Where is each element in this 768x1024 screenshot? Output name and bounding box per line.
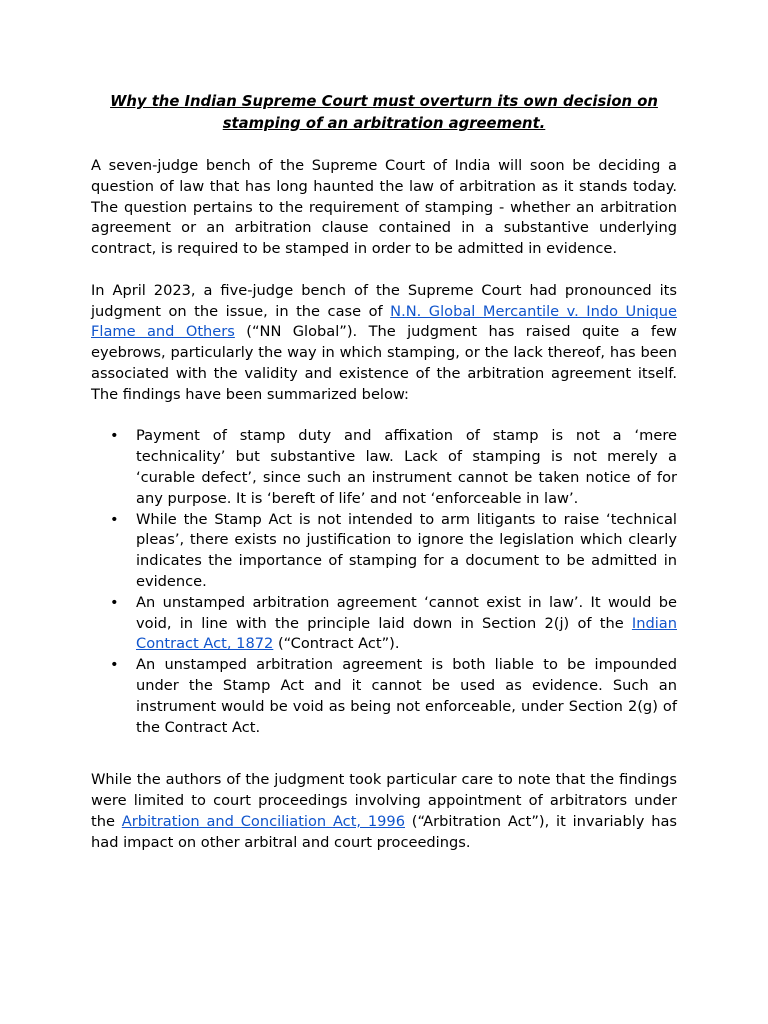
finding-text-before: An unstamped arbitration agreement ‘cannot exist in law’. It would be void, in line with the principle laid down in Section 2(j) of the — [136, 593, 677, 632]
list-item — [91, 655, 677, 738]
arbitration-act-link[interactable]: Arbitration and Conciliation Act, 1996 — [121, 812, 405, 830]
document-title — [91, 91, 677, 135]
bullet-icon: • — [110, 510, 119, 528]
paragraph-conclusion-text-before: While the authors of the judgment took particular care to note that the findings were limited to court proceedings involving appointment of arbitrators under the — [91, 771, 677, 830]
nn-global-case-link[interactable]: N.N. Global Mercantile v. Indo Unique Flame and Others — [91, 302, 678, 341]
finding-text: While the Stamp Act is not intended to arm litigants to raise ‘technical pleas’, there exists no justification to ignore the legislation which clearly indicates the importance of stamping for a document to be admitted in evidence. — [136, 510, 677, 590]
paragraph-intro: A seven-judge bench of the Supreme Court of India will soon be deciding a question of law that has long haunted the law of arbitration as it stands today. The question pertains to the requirement of stamping - whether an arbitration agreement or an arbitration clause contained in a substantive underlying contract, is required to be stamped in order to be admitted in evidence. — [91, 157, 677, 258]
finding-text: Payment of stamp duty and affixation of stamp is not a ‘mere technicality’ but substantive law. Lack of stamping is not merely a ‘curable defect’, since such an instrument cannot be taken notice of for any purpose. It is ‘bereft of life’ and not ‘enforceable in law’. — [136, 427, 677, 507]
bullet-icon: • — [110, 427, 119, 445]
paragraph-judgment-text-after: (“NN Global”). The judgment has raised quite a few eyebrows, particularly the way in which stamping, or the lack thereof, has been associated with the validity and existence of the arbitration agreement itself. The findings have been summarized below: — [91, 323, 677, 403]
list-item — [91, 426, 677, 509]
findings-list — [91, 426, 677, 738]
title-line-2: stamping of an arbitration agreement. — [222, 115, 546, 132]
bullet-icon: • — [110, 656, 119, 674]
bullet-icon: • — [110, 593, 119, 611]
paragraph-conclusion — [91, 770, 677, 853]
paragraph-judgment-text-before: In April 2023, a five-judge bench of the Supreme Court had pronounced its judgment on the issue, in the case of — [91, 281, 677, 320]
paragraph-conclusion-text-after: (“Arbitration Act”), it invariably has had impact on other arbitral and court proceedings. — [91, 812, 678, 851]
list-item — [91, 510, 677, 593]
contract-act-link[interactable]: Indian Contract Act, 1872 — [136, 614, 677, 653]
list-item — [91, 593, 677, 655]
document-page — [91, 91, 677, 874]
finding-text: An unstamped arbitration agreement is both liable to be impounded under the Stamp Act and it cannot be used as evidence. Such an instrument would be void as being not enforceable, under Section 2(g) of the Contract Act. — [136, 656, 677, 736]
title-line-1: Why the Indian Supreme Court must overturn its own decision on — [110, 93, 658, 110]
paragraph-judgment — [91, 281, 677, 406]
finding-text-after: (“Contract Act”). — [273, 635, 400, 653]
